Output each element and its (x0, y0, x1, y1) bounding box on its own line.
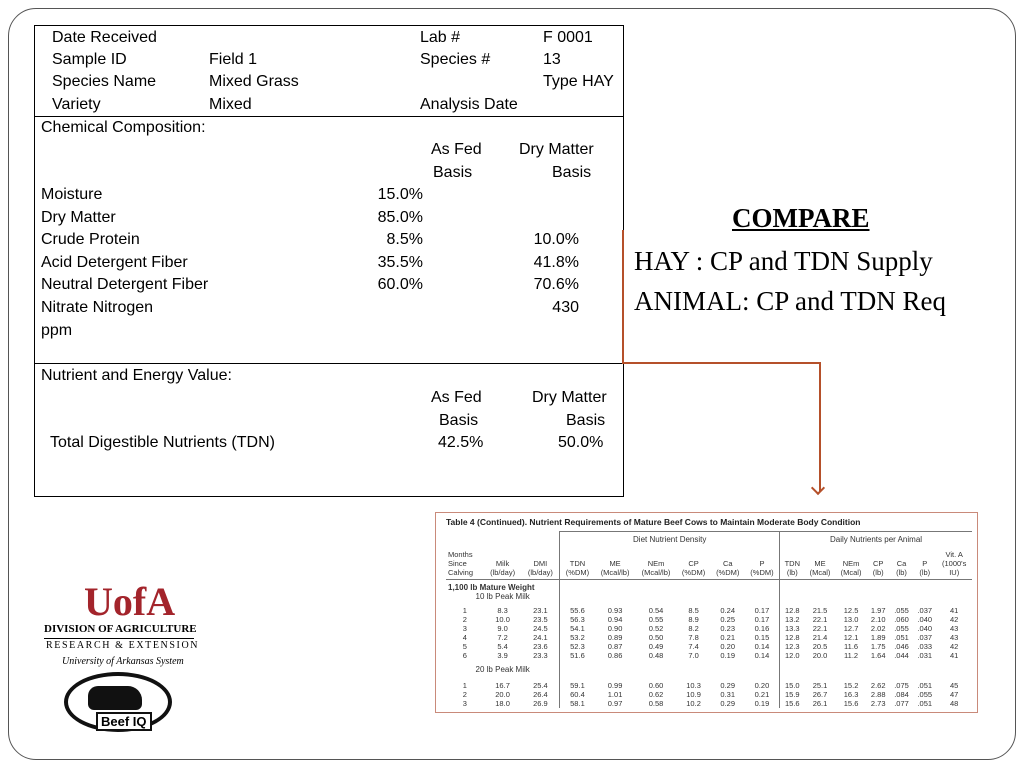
table-cell: 5 (462, 642, 467, 651)
table-cell: 21.5 (812, 606, 828, 615)
table-cell (560, 580, 780, 593)
table-cell: 13.0 (843, 615, 859, 624)
table-cell: 6 (462, 651, 467, 660)
table-row (446, 615, 972, 624)
table-cell: 18.0 (495, 699, 510, 708)
table-cell: 0.19 (754, 699, 770, 708)
table-cell: 41 (950, 651, 959, 660)
table-cell: 23.5 (533, 615, 548, 624)
table-cell: 0.52 (648, 624, 664, 633)
chem-row-label: Nitrate Nitrogen (41, 298, 154, 316)
table-cell: 24.5 (533, 624, 548, 633)
table-cell: P (759, 559, 765, 568)
table-cell: 0.29 (720, 699, 736, 708)
table-cell: 1.89 (870, 633, 886, 642)
table-cell (677, 547, 711, 559)
table-cell: 15.2 (843, 681, 859, 690)
table-cell: 0.87 (607, 642, 623, 651)
chem-row-dry-matter: 430 (552, 298, 579, 316)
table-cell: 47 (950, 690, 959, 699)
table-row (446, 633, 972, 642)
table-cell: ME (814, 559, 826, 568)
table-cell: 7.0 (688, 651, 699, 660)
table-cell: 0.14 (754, 651, 770, 660)
table-cell: 0.50 (648, 633, 664, 642)
table-cell: 0.31 (720, 690, 736, 699)
table-cell: (%DM) (560, 568, 595, 580)
table-cell: 48 (950, 699, 959, 708)
table-row (446, 592, 972, 601)
chem-row-label: Dry Matter (41, 208, 116, 226)
table-cell: 12.1 (843, 633, 859, 642)
forage-analysis-report (34, 25, 624, 497)
table-cell: 42 (950, 642, 959, 651)
table-cell: 58.1 (560, 699, 595, 708)
table-cell: 55.6 (560, 606, 595, 615)
table-cell: 59.1 (560, 681, 595, 690)
chem-row-dry-matter: 70.6% (533, 276, 579, 293)
section-title: Nutrient and Energy Value: (41, 367, 232, 384)
table-cell: 0.94 (607, 615, 623, 624)
chem-row-label: Moisture (41, 186, 103, 203)
table-cell: 22.1 (812, 624, 828, 633)
table-cell: (Mcal/lb) (595, 568, 636, 580)
table-cell: Ca (896, 559, 907, 568)
beef-iq-logo (64, 672, 172, 732)
table-cell (780, 592, 972, 601)
table-cell: 10.9 (686, 690, 701, 699)
table-cell: 1 (462, 681, 467, 690)
logo-text: University of Arkansas System (62, 656, 184, 667)
table-cell (745, 547, 780, 559)
table-cell (780, 547, 805, 559)
table-cell (867, 547, 890, 559)
table-cell: 0.55 (648, 615, 664, 624)
table-cell: CP (873, 559, 884, 568)
table-cell: Months (448, 550, 473, 559)
table-cell: 0.93 (607, 606, 623, 615)
table-cell: 0.54 (648, 606, 664, 615)
table-cell: (%DM) (677, 568, 711, 580)
tdn-as-fed: 42.5% (438, 434, 484, 451)
table-cell: 0.17 (754, 615, 770, 624)
table-cell: 21.4 (812, 633, 828, 642)
table-cell: 12.8 (780, 606, 805, 615)
table-cell: 2 (462, 615, 467, 624)
table-cell: 0.86 (607, 651, 623, 660)
table-cell: 0.15 (754, 633, 770, 642)
value: Mixed Grass (209, 73, 299, 90)
table-cell: .060 (894, 615, 909, 624)
table-cell (560, 547, 595, 559)
table-cell: 0.14 (754, 642, 770, 651)
chem-row-as-fed: 85.0% (377, 208, 423, 226)
table-cell (836, 547, 867, 559)
table-cell: (Mcal) (805, 568, 836, 580)
value: 13 (543, 51, 561, 68)
table-cell: 1.64 (870, 651, 886, 660)
table-cell: 3.9 (497, 651, 508, 660)
beef-iq-text: Beef IQ (96, 712, 152, 731)
table-cell: 25.4 (533, 681, 548, 690)
table-cell: 10.0 (495, 615, 510, 624)
table-cell: (%DM) (745, 568, 780, 580)
table-cell: 12.5 (843, 606, 859, 615)
label: Date Received (52, 29, 157, 46)
table-cell: 51.6 (560, 651, 595, 660)
table-cell: (Mcal) (836, 568, 867, 580)
table-row (446, 651, 972, 660)
table-cell: 0.29 (720, 681, 736, 690)
table-row (446, 568, 972, 580)
table-cell: .040 (917, 615, 933, 624)
table-cell: 23.3 (533, 651, 548, 660)
table-cell: 12.7 (843, 624, 859, 633)
table-cell: (%DM) (711, 568, 745, 580)
table-cell: 0.99 (607, 681, 623, 690)
table-cell: 0.60 (648, 681, 664, 690)
table-cell: 2.73 (870, 699, 886, 708)
table-row (446, 580, 972, 593)
table-cell: .044 (894, 651, 909, 660)
table-cell: 0.90 (607, 624, 623, 633)
table-row (446, 547, 972, 559)
table-cell: ME (609, 559, 621, 568)
table-cell: 20.5 (812, 642, 828, 651)
table-cell: NEm (842, 559, 860, 568)
table-cell: (Mcal/lb) (636, 568, 677, 580)
table-cell: Ca (722, 559, 733, 568)
table-cell: 20 lb Peak Milk (475, 665, 530, 674)
table-cell: 0.21 (720, 633, 736, 642)
table-cell: IU) (936, 568, 972, 580)
table-row (446, 681, 972, 690)
table-row (446, 642, 972, 651)
table-cell: Diet Nutrient Density (560, 532, 780, 548)
col-header: Basis (552, 164, 592, 181)
table-cell: Since (448, 559, 467, 568)
table-cell: 9.0 (497, 624, 508, 633)
table-cell: .075 (894, 681, 909, 690)
chem-row-as-fed: 35.5% (377, 253, 423, 271)
table-cell: 1,100 lb Mature Weight (448, 583, 535, 592)
table-cell: 13.3 (780, 624, 805, 633)
divider (44, 638, 194, 639)
chem-row-label: Neutral Detergent Fiber (41, 276, 209, 293)
table-row (446, 532, 972, 548)
table-cell: 1 (462, 606, 467, 615)
table-row (446, 699, 972, 708)
label: Analysis Date (420, 96, 518, 113)
table-cell (913, 547, 936, 559)
table-cell: 2 (462, 690, 467, 699)
table-cell: 11.6 (844, 642, 859, 651)
table-cell: .084 (894, 690, 909, 699)
chem-row-as-fed: 15.0% (377, 186, 423, 203)
table-cell: TDN (780, 559, 805, 568)
table-cell: 20.0 (495, 690, 510, 699)
table-cell: 5.4 (497, 642, 508, 651)
col-header: As Fed (431, 389, 482, 406)
label: Species # (420, 51, 491, 68)
table-cell: 4 (462, 633, 467, 642)
table-cell: .051 (894, 633, 909, 642)
table-cell: (1000's (942, 559, 967, 568)
table-cell: 8.5 (688, 606, 699, 615)
table-cell: 23.6 (533, 642, 548, 651)
compare-line: ANIMAL: CP and TDN Req (634, 286, 946, 316)
table-row (446, 559, 972, 568)
col-header: Dry Matter (519, 141, 594, 158)
table-cell: 25.1 (812, 681, 828, 690)
table-cell: .033 (917, 642, 933, 651)
table-cell: .040 (917, 624, 933, 633)
table-cell: 0.17 (754, 606, 770, 615)
table-cell: 26.4 (533, 690, 548, 699)
col-header: Basis (433, 164, 473, 181)
table-cell: 43 (950, 633, 959, 642)
table-cell: 43 (950, 624, 959, 633)
table-cell: .055 (917, 690, 933, 699)
table-cell: DMI (533, 559, 548, 568)
table-cell: .055 (894, 606, 909, 615)
table-cell: 15.6 (780, 699, 805, 708)
table-cell: Milk (495, 559, 510, 568)
table-cell (595, 547, 636, 559)
chem-row-label: Crude Protein (41, 231, 140, 248)
table-cell: 11.2 (844, 651, 859, 660)
table-cell: TDN (560, 559, 595, 568)
label: Species Name (52, 73, 157, 90)
logo-text: DIVISION OF AGRICULTURE (44, 623, 197, 635)
table-cell: .037 (917, 633, 933, 642)
table-cell: 0.58 (648, 699, 664, 708)
table-cell: Daily Nutrients per Animal (780, 532, 972, 548)
chem-row-as-fed: 8.5% (386, 231, 423, 248)
section-title: Chemical Composition: (41, 119, 206, 136)
table-row (446, 606, 972, 615)
logo-text: RESEARCH & EXTENSION (46, 640, 200, 651)
label: Variety (52, 96, 101, 113)
table-cell: 20.0 (812, 651, 828, 660)
cow-icon (88, 686, 142, 710)
table-cell: 0.24 (720, 606, 736, 615)
nutrient-requirements-table-image (435, 512, 978, 713)
table-cell (890, 547, 913, 559)
value: F 0001 (543, 29, 593, 46)
table-cell: 2.02 (870, 624, 886, 633)
table-cell: 2.62 (870, 681, 886, 690)
table-cell: 12.0 (780, 651, 805, 660)
table-cell: 7.4 (688, 642, 699, 651)
table-cell: 16.7 (495, 681, 510, 690)
table-cell: (lb/day) (521, 568, 559, 580)
table-cell: 13.2 (780, 615, 805, 624)
table-cell: 0.19 (720, 651, 736, 660)
value: Mixed (209, 96, 252, 113)
table-cell: .046 (894, 642, 909, 651)
table-cell: 7.8 (688, 633, 699, 642)
table-cell: 56.3 (560, 615, 595, 624)
reference-table (446, 531, 972, 708)
table-cell (560, 660, 780, 681)
table-cell: 26.7 (812, 690, 828, 699)
table-cell: (lb/day) (484, 568, 522, 580)
table-caption: Table 4 (Continued). Nutrient Requirements of Mature Beef Cows to Maintain Moderate Body Condition (446, 517, 861, 527)
table-cell: 26.1 (812, 699, 828, 708)
table-cell (446, 532, 560, 548)
table-cell: 45 (950, 681, 959, 690)
table-cell: 7.2 (497, 633, 508, 642)
table-cell: 0.20 (754, 681, 770, 690)
table-cell: 12.8 (780, 633, 805, 642)
value: Type HAY (543, 73, 614, 90)
table-cell: 10 lb Peak Milk (475, 592, 530, 601)
table-cell: 1.97 (870, 606, 886, 615)
table-cell: (lb) (913, 568, 936, 580)
table-cell: .037 (917, 606, 933, 615)
table-row (446, 660, 972, 681)
table-cell: 60.4 (560, 690, 595, 699)
table-cell: 16.3 (843, 690, 859, 699)
table-cell: .077 (894, 699, 909, 708)
table-cell: 8.3 (497, 606, 508, 615)
table-cell: 10.2 (686, 699, 701, 708)
table-row (446, 624, 972, 633)
table-cell: .051 (917, 699, 933, 708)
connector-line (622, 230, 624, 364)
table-cell: Calving (446, 568, 484, 580)
table-cell: NEm (647, 559, 665, 568)
table-cell: 8.9 (688, 615, 699, 624)
table-cell: 8.2 (688, 624, 699, 633)
table-cell: .051 (917, 681, 933, 690)
table-cell: 2.10 (870, 615, 886, 624)
table-cell (780, 580, 972, 593)
divider (35, 363, 623, 364)
table-cell: 10.3 (686, 681, 701, 690)
col-header: Dry Matter (532, 389, 607, 406)
table-cell: 15.6 (843, 699, 859, 708)
table-cell: (lb) (867, 568, 890, 580)
table-cell: 3 (462, 624, 467, 633)
connector-line (819, 362, 821, 492)
table-cell: 54.1 (560, 624, 595, 633)
label: Sample ID (52, 51, 127, 68)
col-header: Basis (566, 412, 606, 429)
table-cell: 0.21 (754, 690, 770, 699)
table-cell: 0.49 (648, 642, 664, 651)
label: Lab # (420, 29, 461, 46)
compare-title: COMPARE (732, 203, 870, 233)
table-row (446, 690, 972, 699)
tdn-label: Total Digestible Nutrients (TDN) (50, 434, 275, 451)
table-cell: CP (688, 559, 699, 568)
table-cell: (lb) (890, 568, 913, 580)
table-cell: 3 (462, 699, 467, 708)
table-cell: 1.75 (870, 642, 886, 651)
table-cell: 0.25 (720, 615, 736, 624)
table-cell: P (922, 559, 928, 568)
table-cell: 23.1 (533, 606, 548, 615)
table-cell: 22.1 (812, 615, 828, 624)
table-cell (636, 547, 677, 559)
chem-row-label: Acid Detergent Fiber (41, 253, 188, 271)
table-cell: .031 (917, 651, 933, 660)
table-cell (560, 592, 780, 601)
table-cell: 53.2 (560, 633, 595, 642)
table-cell: 12.3 (780, 642, 805, 651)
table-cell (711, 547, 745, 559)
table-cell: 0.16 (754, 624, 770, 633)
table-cell (805, 547, 836, 559)
table-cell (780, 660, 972, 681)
col-header: As Fed (431, 141, 482, 158)
table-cell: 26.9 (533, 699, 548, 708)
table-cell: Vit. A (945, 550, 963, 559)
table-cell (521, 547, 559, 559)
chem-row-dry-matter: 10.0% (533, 231, 579, 248)
unit-label: ppm (41, 322, 73, 339)
compare-line: HAY : CP and TDN Supply (634, 246, 933, 276)
table-cell: 0.97 (607, 699, 623, 708)
table-cell: 0.20 (720, 642, 736, 651)
connector-line (622, 362, 820, 364)
table-cell: 0.48 (648, 651, 664, 660)
tdn-dry-matter: 50.0% (558, 434, 604, 451)
uofa-logo: UofA (84, 579, 176, 624)
chem-row-dry-matter: 41.8% (533, 253, 579, 271)
table-cell: .055 (894, 624, 909, 633)
table-cell: 52.3 (560, 642, 595, 651)
table-cell (484, 547, 522, 559)
table-cell: 0.89 (607, 633, 623, 642)
chem-row-as-fed: 60.0% (377, 276, 423, 293)
divider (35, 116, 623, 117)
table-cell: 24.1 (533, 633, 548, 642)
table-cell: 0.62 (648, 690, 664, 699)
table-cell: 41 (950, 606, 959, 615)
table-cell: 1.01 (607, 690, 623, 699)
table-cell: 15.0 (780, 681, 805, 690)
table-cell: 42 (950, 615, 959, 624)
table-cell: 15.9 (780, 690, 805, 699)
value: Field 1 (209, 51, 258, 68)
table-cell: 0.23 (720, 624, 736, 633)
col-header: Basis (439, 412, 479, 429)
table-cell: 2.88 (870, 690, 886, 699)
table-cell: (lb) (780, 568, 805, 580)
